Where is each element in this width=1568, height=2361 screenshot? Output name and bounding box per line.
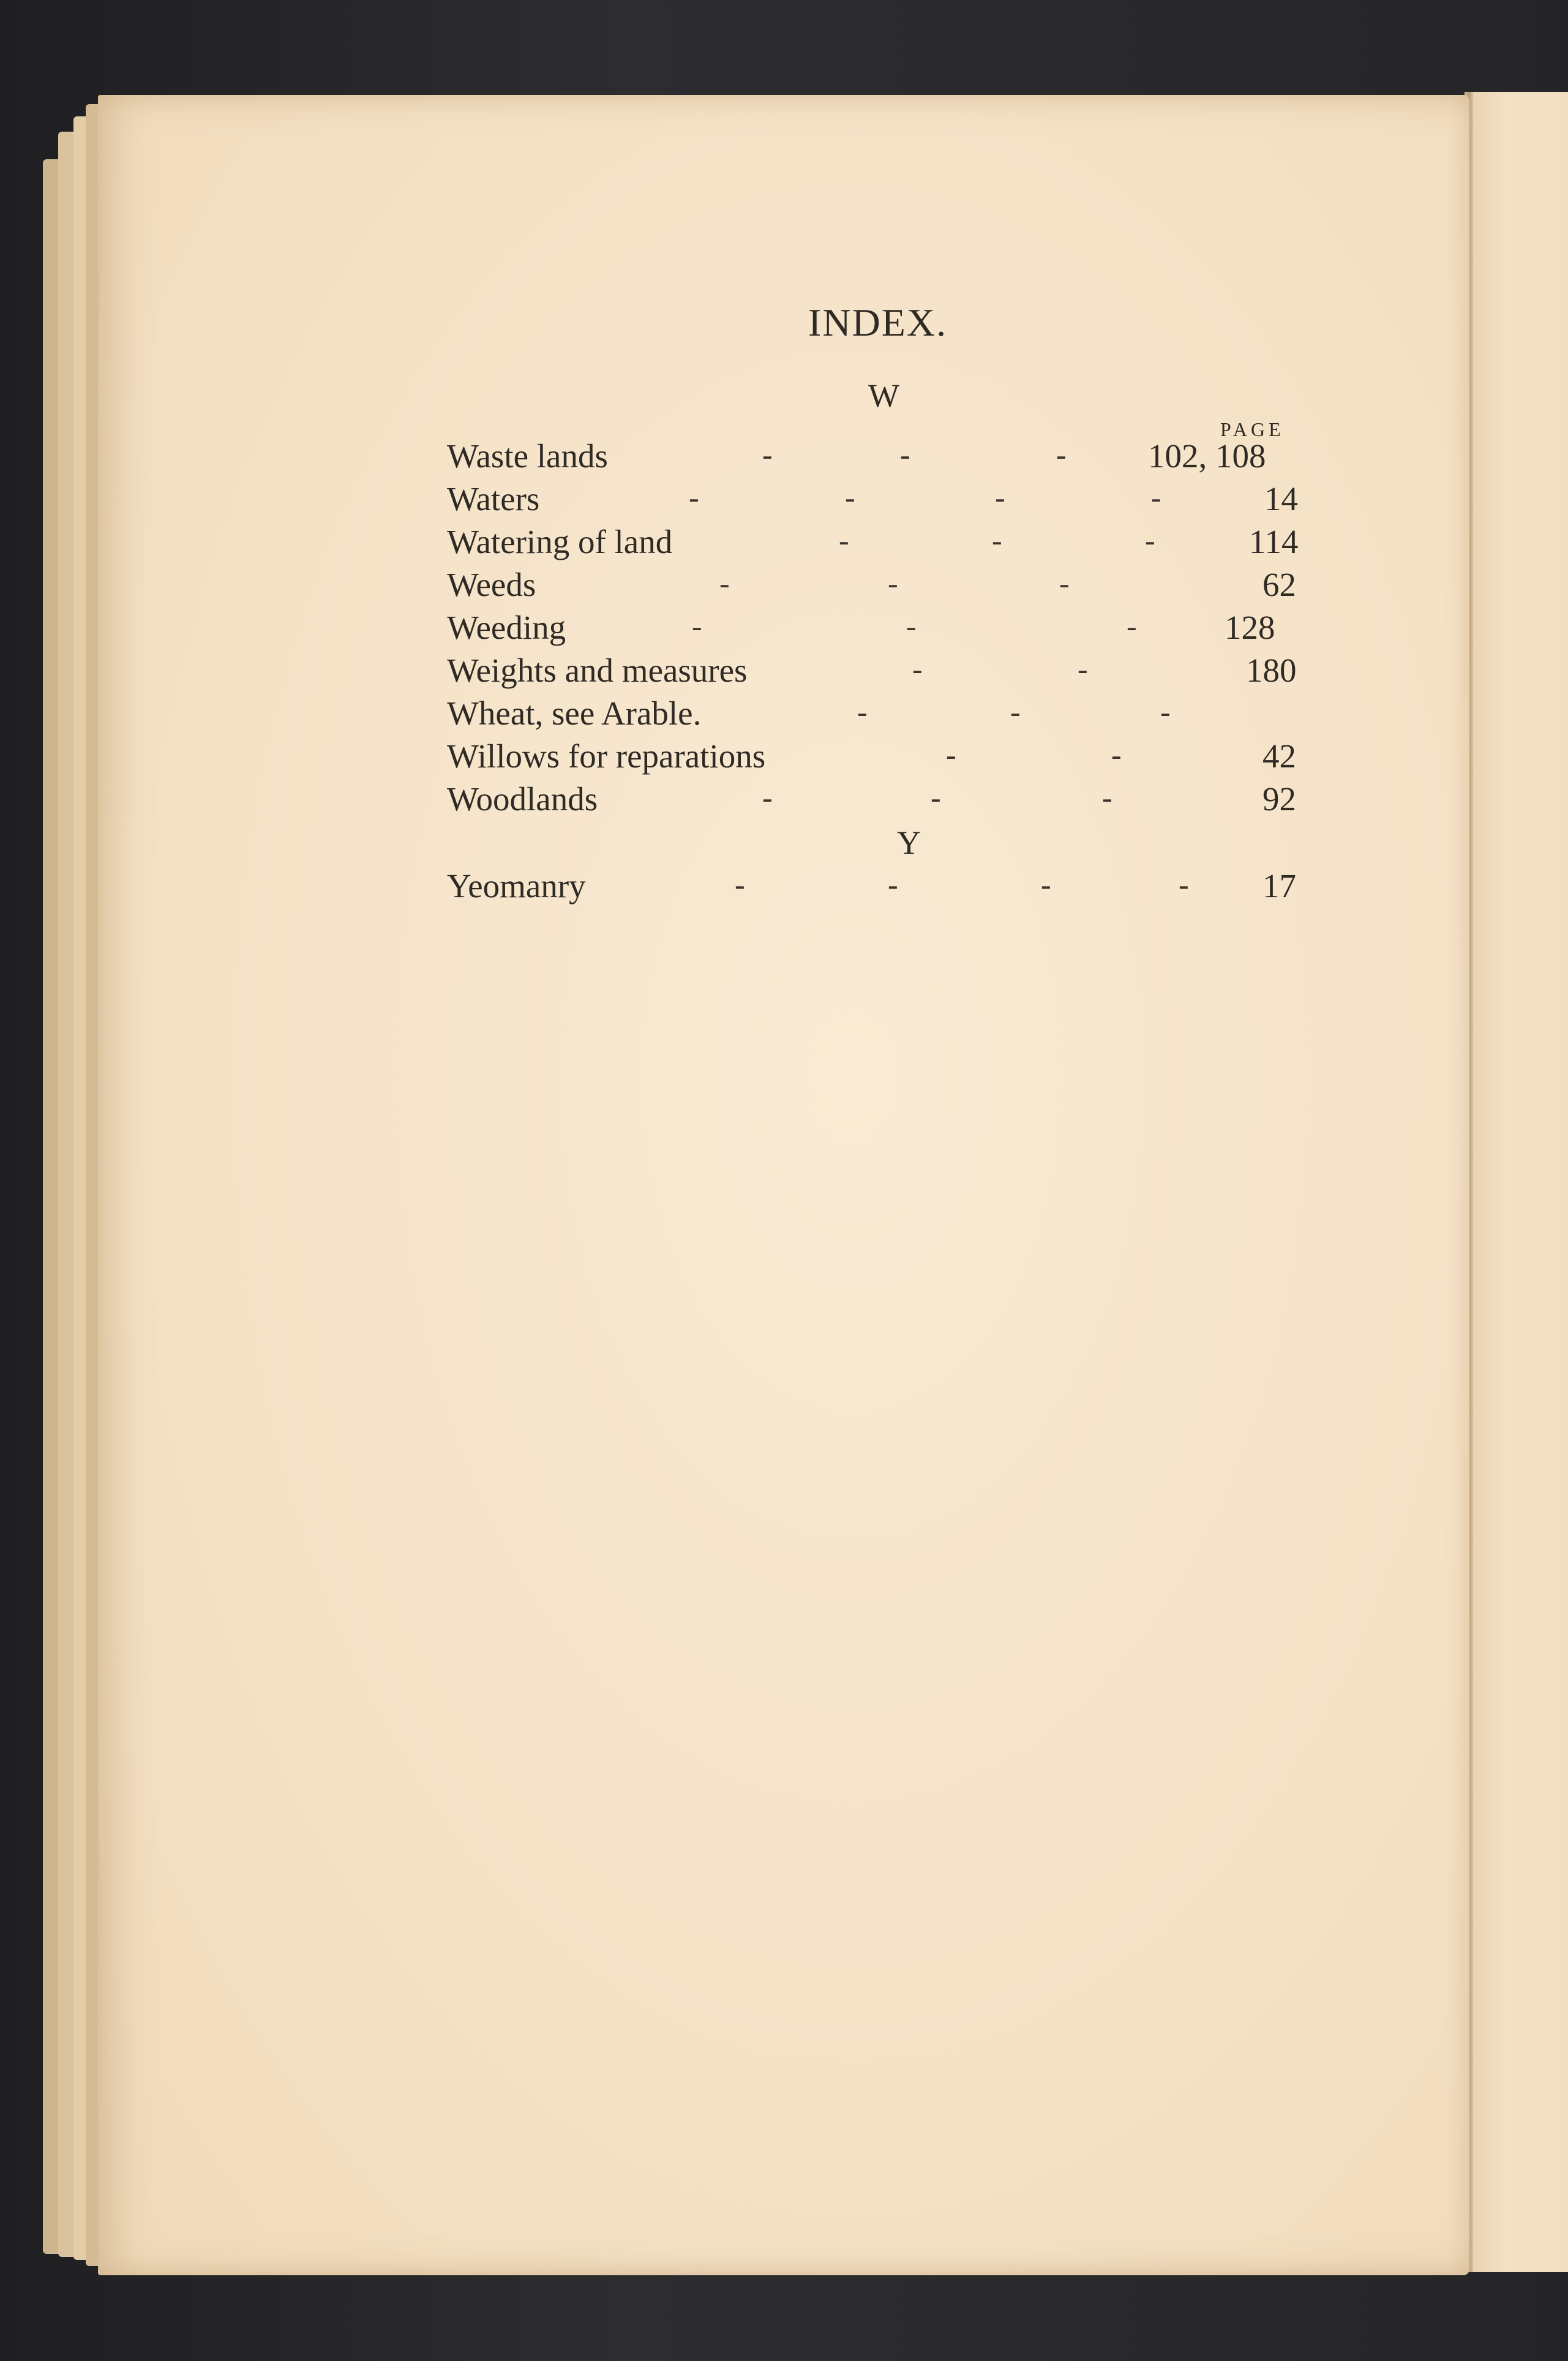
- leader-dash: -: [995, 480, 1005, 514]
- leader-dash: -: [1102, 780, 1112, 815]
- leader-dash: -: [1041, 867, 1051, 902]
- index-entry-term: Wheat, see Arable.: [447, 695, 702, 732]
- leader-dash: -: [1145, 523, 1155, 557]
- leader-dash: -: [946, 737, 956, 772]
- leader-dash: -: [888, 867, 898, 902]
- index-entry-term: Watering of land: [447, 523, 673, 560]
- index-entry-page: 17: [1262, 867, 1296, 905]
- index-entry-term: Willows for reparations: [447, 737, 766, 775]
- index-entry-page: 92: [1262, 780, 1296, 818]
- leader-dash: -: [992, 523, 1002, 557]
- page-title: INDEX.: [808, 301, 948, 344]
- leader-dash: -: [1056, 437, 1067, 472]
- leader-dash: -: [839, 523, 849, 557]
- leader-dash: -: [1010, 695, 1021, 729]
- index-entry-term: Waste lands: [447, 437, 608, 475]
- index-entry-term: Woodlands: [447, 780, 598, 818]
- index-entry-term: Weeding: [447, 609, 566, 646]
- leader-dash: -: [1111, 737, 1122, 772]
- section-letter-y: Y: [897, 824, 921, 861]
- index-entry-term: Weeds: [447, 566, 536, 603]
- leader-dash: -: [1179, 867, 1189, 902]
- leader-dash: -: [900, 437, 910, 472]
- leader-dash: -: [857, 695, 868, 729]
- leader-dash: -: [906, 609, 917, 643]
- index-entry-page: 14: [1264, 480, 1298, 518]
- leader-dash: -: [735, 867, 745, 902]
- leader-dash: -: [689, 480, 699, 514]
- index-entry-page: 42: [1262, 737, 1296, 775]
- index-entry-term: Yeomanry: [447, 867, 586, 905]
- index-entry-page: 180: [1246, 652, 1297, 689]
- index-entry-term: Weights and measures: [447, 652, 748, 689]
- leader-dash: -: [1160, 695, 1171, 729]
- leader-dash: -: [762, 437, 773, 472]
- leader-dash: -: [912, 652, 923, 686]
- leader-dash: -: [719, 566, 730, 600]
- index-entry-page: 114: [1249, 523, 1299, 560]
- page-column-label: PAGE: [1220, 418, 1285, 440]
- leader-dash: -: [762, 780, 773, 815]
- leader-dash: -: [888, 566, 898, 600]
- index-entry-term: Waters: [447, 480, 540, 518]
- section-letter-w: W: [868, 377, 899, 414]
- leader-dash: -: [692, 609, 702, 643]
- leader-dash: -: [1127, 609, 1137, 643]
- index-entry-page: 128: [1225, 609, 1275, 646]
- leader-dash: -: [1059, 566, 1070, 600]
- facing-page: [1469, 92, 1568, 2272]
- leader-dash: -: [1151, 480, 1161, 514]
- index-entry-page: 62: [1262, 566, 1296, 603]
- leader-dash: -: [845, 480, 855, 514]
- index-entry-page: 102, 108: [1148, 437, 1266, 475]
- leader-dash: -: [1078, 652, 1088, 686]
- leader-dash: -: [931, 780, 941, 815]
